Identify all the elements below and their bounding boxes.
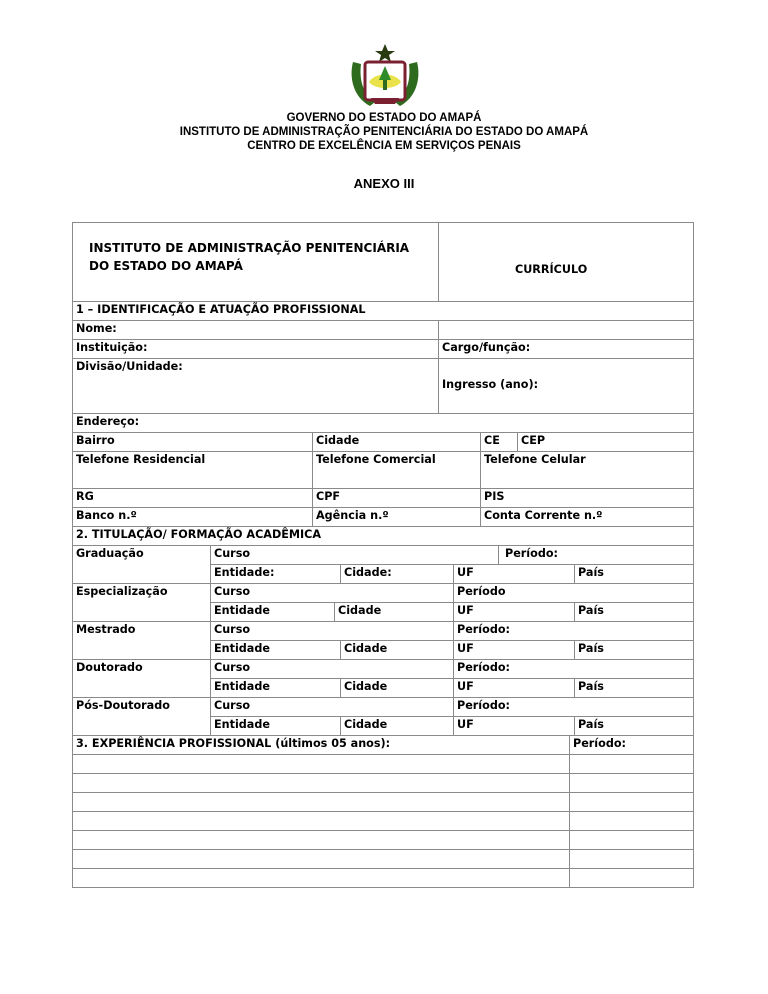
experience-period-field[interactable]: [569, 868, 694, 888]
bairro-field[interactable]: Bairro: [72, 432, 313, 452]
pos-doutorado-uf-field[interactable]: UF: [453, 716, 575, 736]
experience-row-field[interactable]: [72, 830, 570, 850]
especializacao-curso-field[interactable]: Curso: [210, 583, 454, 603]
institute-name-line1: INSTITUTO DE ADMINISTRAÇÃO PENITENCIÁRIA: [89, 241, 410, 255]
institute-name-line2: DO ESTADO DO AMAPÁ: [89, 259, 243, 273]
rg-field[interactable]: RG: [72, 488, 313, 508]
coat-of-arms-icon: [345, 42, 425, 110]
experience-period-field[interactable]: [569, 792, 694, 812]
experience-row-field[interactable]: [72, 811, 570, 831]
especializacao-uf-field[interactable]: UF: [453, 602, 575, 622]
especializacao-entidade-field[interactable]: Entidade: [210, 602, 335, 622]
graduacao-uf-field[interactable]: UF: [453, 564, 575, 584]
cargo-field[interactable]: Cargo/função:: [438, 339, 694, 359]
pos-doutorado-periodo-field[interactable]: Período:: [453, 697, 694, 717]
graduacao-periodo-field[interactable]: Período:: [498, 545, 694, 565]
annex-title: ANEXO III: [353, 176, 415, 191]
cpf-field[interactable]: CPF: [312, 488, 481, 508]
section3-periodo-header: Período:: [569, 735, 694, 755]
pos-doutorado-cidade-field[interactable]: Cidade: [340, 716, 454, 736]
ingresso-field[interactable]: Ingresso (ano):: [438, 358, 694, 414]
experience-row-field[interactable]: [72, 754, 570, 774]
level-doutorado: Doutorado: [72, 659, 211, 698]
mestrado-cidade-field[interactable]: Cidade: [340, 640, 454, 660]
experience-row-field[interactable]: [72, 868, 570, 888]
section3-title: 3. EXPERIÊNCIA PROFISSIONAL (últimos 05 anos):: [72, 735, 570, 755]
government-title: GOVERNO DO ESTADO DO AMAPÁ: [286, 112, 482, 124]
mestrado-periodo-field[interactable]: Período:: [453, 621, 694, 641]
mestrado-curso-field[interactable]: Curso: [210, 621, 454, 641]
graduacao-cidade-field[interactable]: Cidade:: [340, 564, 454, 584]
instituicao-field[interactable]: Instituição:: [72, 339, 439, 359]
endereco-field[interactable]: Endereço:: [72, 413, 694, 433]
especializacao-pais-field[interactable]: País: [574, 602, 694, 622]
center-title: CENTRO DE EXCELÊNCIA EM SERVIÇOS PENAIS: [247, 140, 521, 152]
doutorado-pais-field[interactable]: País: [574, 678, 694, 698]
doutorado-uf-field[interactable]: UF: [453, 678, 575, 698]
nome-extra-field[interactable]: [438, 320, 694, 340]
pis-field[interactable]: PIS: [480, 488, 694, 508]
mestrado-entidade-field[interactable]: Entidade: [210, 640, 341, 660]
especializacao-cidade-field[interactable]: Cidade: [334, 602, 454, 622]
section2-title: 2. TITULAÇÃO/ FORMAÇÃO ACADÊMICA: [72, 526, 694, 546]
institute-title: INSTITUTO DE ADMINISTRAÇÃO PENITENCIÁRIA DO ESTADO DO AMAPÁ: [179, 126, 589, 138]
mestrado-pais-field[interactable]: País: [574, 640, 694, 660]
experience-row-field[interactable]: [72, 849, 570, 869]
conta-corrente-field[interactable]: Conta Corrente n.º: [480, 507, 694, 527]
level-pos-doutorado: Pós-Doutorado: [72, 697, 211, 736]
cep-field[interactable]: CEP: [517, 432, 694, 452]
divisao-field[interactable]: Divisão/Unidade:: [72, 358, 439, 414]
nome-field[interactable]: Nome:: [72, 320, 439, 340]
agencia-field[interactable]: Agência n.º: [312, 507, 481, 527]
experience-period-field[interactable]: [569, 773, 694, 793]
level-especializacao: Especialização: [72, 583, 211, 622]
graduacao-pais-field[interactable]: País: [574, 564, 694, 584]
level-mestrado: Mestrado: [72, 621, 211, 660]
experience-period-field[interactable]: [569, 849, 694, 869]
curriculum-label: CURRÍCULO: [515, 263, 588, 276]
cidade-field[interactable]: Cidade: [312, 432, 481, 452]
pos-doutorado-curso-field[interactable]: Curso: [210, 697, 454, 717]
experience-row-field[interactable]: [72, 773, 570, 793]
experience-period-field[interactable]: [569, 830, 694, 850]
doutorado-periodo-field[interactable]: Período:: [453, 659, 694, 679]
experience-period-field[interactable]: [569, 811, 694, 831]
level-graduacao: Graduação: [72, 545, 211, 584]
experience-period-field[interactable]: [569, 754, 694, 774]
graduacao-curso-field[interactable]: Curso: [210, 545, 499, 565]
especializacao-periodo-field[interactable]: Período: [453, 583, 694, 603]
pos-doutorado-pais-field[interactable]: País: [574, 716, 694, 736]
doutorado-curso-field[interactable]: Curso: [210, 659, 454, 679]
doutorado-entidade-field[interactable]: Entidade: [210, 678, 341, 698]
section1-title: 1 – IDENTIFICAÇÃO E ATUAÇÃO PROFISSIONAL: [72, 301, 694, 321]
graduacao-entidade-field[interactable]: Entidade:: [210, 564, 341, 584]
experience-row-field[interactable]: [72, 792, 570, 812]
mestrado-uf-field[interactable]: UF: [453, 640, 575, 660]
telefone-residencial-field[interactable]: Telefone Residencial: [72, 451, 313, 489]
telefone-comercial-field[interactable]: Telefone Comercial: [312, 451, 481, 489]
ce-field[interactable]: CE: [480, 432, 518, 452]
pos-doutorado-entidade-field[interactable]: Entidade: [210, 716, 341, 736]
banco-field[interactable]: Banco n.º: [72, 507, 313, 527]
doutorado-cidade-field[interactable]: Cidade: [340, 678, 454, 698]
telefone-celular-field[interactable]: Telefone Celular: [480, 451, 694, 489]
